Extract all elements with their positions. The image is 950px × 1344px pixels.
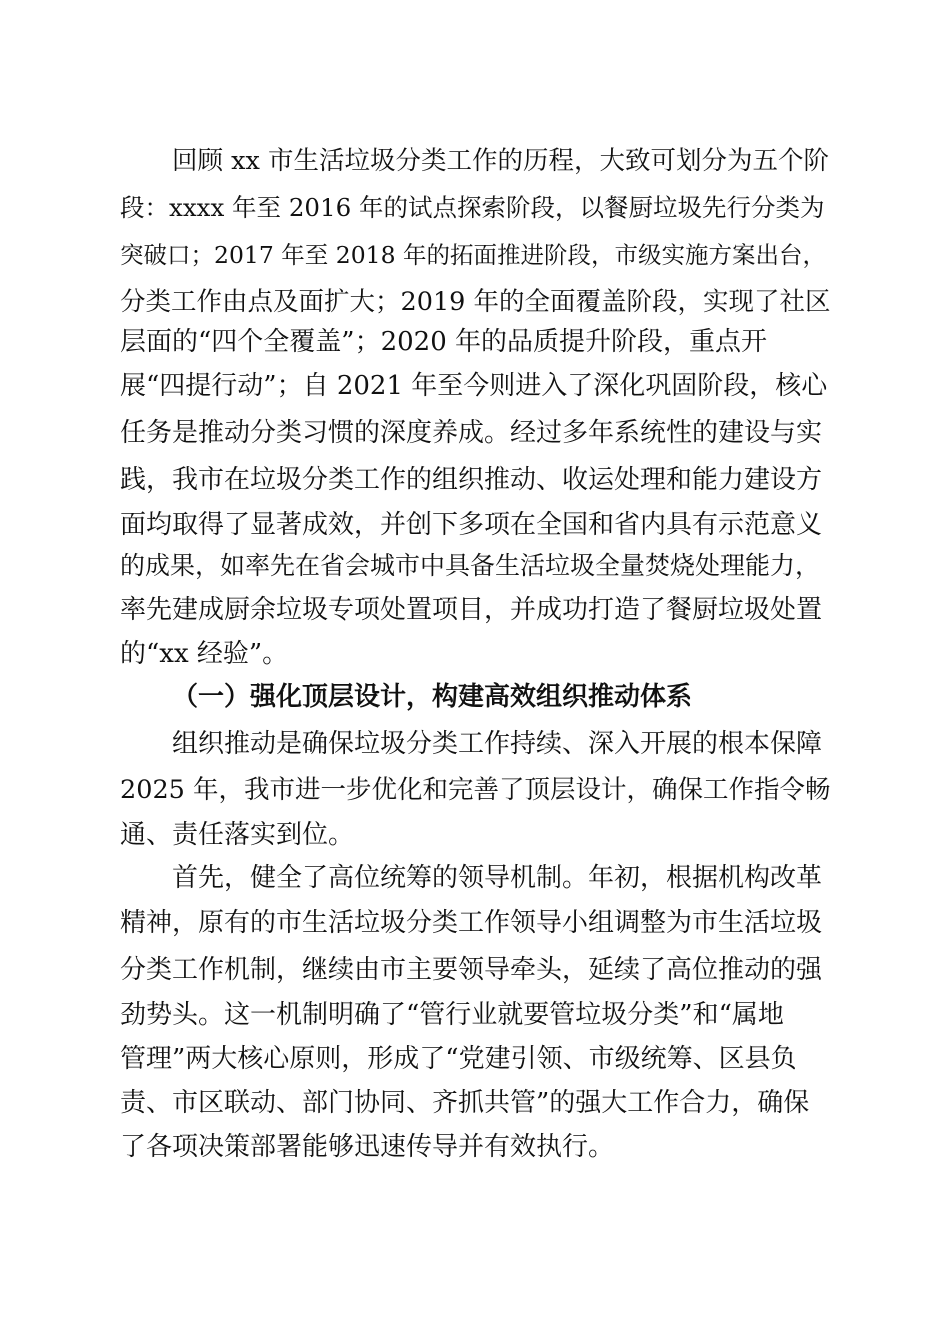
paragraph-line: 层面的“四个全覆盖”；2020 年的品质提升阶段，重点开 [120,327,768,357]
paragraph-line: 率先建成厨余垃圾专项处置项目，并成功打造了餐厨垃圾处置 [120,595,823,625]
paragraph-line: 2025 年，我市进一步优化和完善了顶层设计，确保工作指令畅 [120,775,831,805]
paragraph-line: 劲势头。这一机制明确了“管行业就要管垃圾分类”和“属地 [120,1000,784,1030]
paragraph-line: 任务是推动分类习惯的深度养成。经过多年系统性的建设与实 [120,418,823,448]
paragraph-line: 的“xx 经验”。 [120,639,289,669]
section-heading: （一）强化顶层设计，构建高效组织推动体系 [172,682,693,712]
paragraph-line: 精神，原有的市生活垃圾分类工作领导小组调整为市生活垃圾 [120,908,823,938]
paragraph-line: 首先，健全了高位统筹的领导机制。年初，根据机构改革 [172,863,823,893]
paragraph-line: 通、责任落实到位。 [120,820,355,850]
paragraph-line: 面均取得了显著成效，并创下多项在全国和省内具有示范意义 [120,510,823,540]
paragraph-line: 践，我市在垃圾分类工作的组织推动、收运处理和能力建设方 [120,465,823,495]
paragraph-line: 段：xxxx 年至 2016 年的试点探索阶段，以餐厨垃圾先行分类为 [120,193,825,222]
paragraph-line: 了各项决策部署能够迅速传导并有效执行。 [120,1132,615,1162]
paragraph-line: 回顾 xx 市生活垃圾分类工作的历程，大致可划分为五个阶 [172,146,829,176]
paragraph-line: 责、市区联动、部门协同、齐抓共管”的强大工作合力，确保 [120,1088,810,1118]
paragraph-line: 展“四提行动”；自 2021 年至今则进入了深化巩固阶段，核心 [120,371,828,401]
paragraph-line: 突破口；2017 年至 2018 年的拓面推进阶段，市级实施方案出台， [120,241,827,269]
paragraph-line: 的成果，如率先在省会城市中具备生活垃圾全量焚烧处理能力， [120,551,821,580]
paragraph-line: 分类工作由点及面扩大；2019 年的全面覆盖阶段，实现了社区 [120,287,831,317]
paragraph-line: 组织推动是确保垃圾分类工作持续、深入开展的根本保障 [172,729,823,759]
paragraph-line: 管理”两大核心原则，形成了“党建引领、市级统筹、区县负 [120,1044,797,1074]
paragraph-line: 分类工作机制，继续由市主要领导牵头，延续了高位推动的强 [120,955,823,985]
